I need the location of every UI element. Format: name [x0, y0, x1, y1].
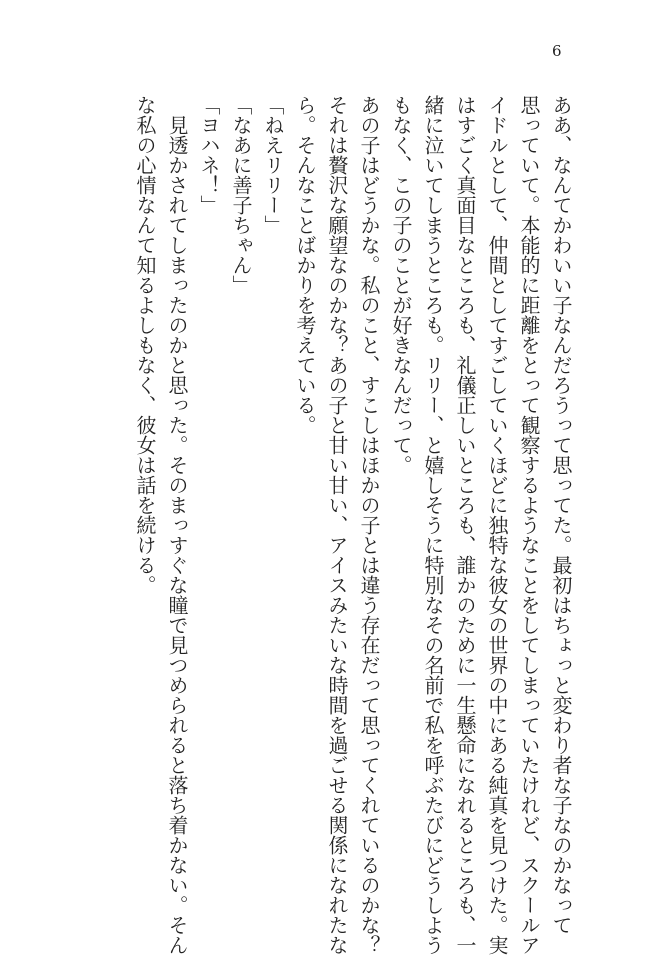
dialogue-line: 「なあに善子ちゃん」 — [229, 95, 253, 295]
text-line: ああ、なんてかわいい子なんだろうって思ってた。最初はちょっと変わり者な子なのかなって — [549, 95, 573, 935]
dialogue-line: 「ねえリリー」 — [261, 95, 285, 235]
text-line: ら。そんなことばかりを考えている。 — [293, 95, 317, 435]
text-line: 思っていて。本能的に距離をとって観察するようなことをしてしまっていたけれど、スクールア — [517, 95, 541, 955]
text-line: あの子はどうかな。私のこと、すこしはほかの子とは違う存在だって思ってくれているのかな？ — [357, 95, 381, 955]
page-number: 6 — [552, 42, 562, 60]
text-line: イドルとして、仲間としてすごしていくほどに独特な彼女の世界の中にある純真を見つけた。実 — [485, 95, 509, 955]
text-line: な私の心情なんて知るよしもなく、彼女は話を続ける。 — [133, 95, 157, 595]
vertical-text-body — [129, 95, 577, 955]
text-line: 緒に泣いてしまうところも。リリー、と嬉しそうに特別なその名前で私を呼ぶたびにどうしよう — [421, 95, 445, 955]
text-line: もなく、この子のことが好きなんだって。 — [389, 95, 413, 475]
text-line: それは贅沢な願望なのかな？あの子と甘い甘い、アイスみたいな時間を過ごせる関係になれたな — [325, 95, 349, 955]
text-line: 見透かされてしまったのかと思った。そのまっすぐな瞳で見つめられると落ち着かない。そん — [165, 115, 189, 955]
text-line: はすごく真面目なところも、礼儀正しいところも、誰かのために一生懸命になれるところも、一 — [453, 95, 477, 955]
dialogue-line: 「ヨハネ！」 — [197, 95, 221, 215]
